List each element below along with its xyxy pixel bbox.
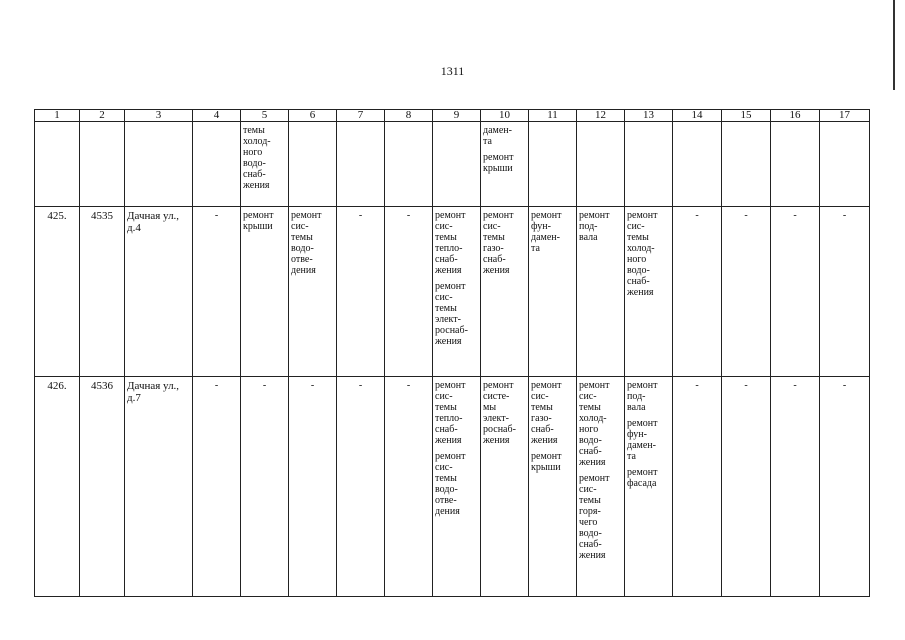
cell-text-line: водо- (435, 484, 458, 495)
column-header-13: 13 (625, 110, 673, 122)
column-header-6: 6 (289, 110, 337, 122)
table-cell-col-15 (722, 377, 771, 597)
cell-text-line: 4535 (91, 210, 113, 222)
cell-text-line: тепло- (435, 243, 463, 254)
cell-text-line: - (214, 380, 219, 391)
cell-text-line: - (358, 210, 363, 221)
cell-entry (291, 210, 334, 276)
table-cell-col-5 (241, 377, 289, 597)
table-cell-col-11 (529, 122, 577, 207)
table-cell-col-17 (820, 207, 870, 377)
cell-text-line: ремонт (483, 210, 514, 221)
header-row (35, 110, 870, 122)
cell-text-line: сис- (579, 484, 597, 495)
table-cell-col-10 (481, 207, 529, 377)
cell-entry (627, 380, 670, 413)
cell-text-line: - (310, 380, 315, 391)
cell-entry (531, 451, 574, 473)
cell-text-line: под- (627, 391, 646, 402)
column-header-8: 8 (385, 110, 433, 122)
cell-entry (243, 125, 286, 191)
cell-text-line: дамен- (483, 125, 512, 136)
cell-text-line: дения (291, 265, 316, 276)
table-cell-col-6 (289, 122, 337, 207)
cell-entry (387, 380, 430, 391)
column-header-17: 17 (820, 110, 870, 122)
cell-entry (483, 380, 526, 446)
cell-text-line: элект- (435, 314, 461, 325)
cell-entry (579, 380, 622, 468)
cell-text-line: снаб- (483, 254, 506, 265)
cell-entry (724, 380, 768, 391)
work-schedule-table (34, 109, 870, 597)
cell-text-line: - (406, 210, 411, 221)
column-header-11: 11 (529, 110, 577, 122)
cell-text-line: ремонт (435, 210, 466, 221)
table-cell-col-17 (820, 122, 870, 207)
column-header-10: 10 (481, 110, 529, 122)
cell-text-line: жения (627, 287, 654, 298)
scan-edge-mark (893, 0, 895, 90)
table-cell-col-2 (80, 207, 125, 377)
cell-text-line: жения (435, 435, 462, 446)
cell-entry (675, 380, 719, 391)
cell-text-line: крыши (531, 462, 561, 473)
table-cell-col-14 (673, 122, 722, 207)
cell-text-line: Дачная ул., (127, 210, 180, 222)
table-cell-col-2 (80, 377, 125, 597)
cell-entry (483, 125, 526, 147)
cell-text-line: холод- (243, 136, 271, 147)
table-cell-col-16 (771, 122, 820, 207)
table-cell-col-9 (433, 207, 481, 377)
table-row-425 (35, 207, 870, 377)
cell-text-line: ного (243, 147, 263, 158)
cell-text-line: снаб- (243, 169, 266, 180)
cell-text-line: ного (579, 424, 599, 435)
cell-text-line: водо- (579, 435, 602, 446)
table-body (35, 122, 870, 597)
table-cell-col-10 (481, 377, 529, 597)
cell-entry (387, 210, 430, 221)
cell-text-line: фун- (627, 429, 647, 440)
cell-entry (531, 380, 574, 446)
cell-text-line: темы (435, 303, 457, 314)
cell-entry (483, 152, 526, 174)
cell-text-line: ремонт (531, 210, 562, 221)
table-cell-col-8 (385, 207, 433, 377)
cell-entry (127, 380, 190, 404)
column-header-2: 2 (80, 110, 125, 122)
cell-text-line: - (842, 210, 847, 221)
cell-text-line: ремонт (243, 210, 274, 221)
cell-text-line: - (695, 380, 699, 391)
cell-text-line: 425. (47, 210, 67, 222)
cell-text-line: водо- (627, 265, 650, 276)
table-cell-col-14 (673, 377, 722, 597)
cell-text-line: крыши (483, 163, 513, 174)
cell-text-line: ремонт (435, 281, 466, 292)
cell-text-line: сис- (435, 391, 453, 402)
cell-entry (483, 210, 526, 276)
table-cell-col-2 (80, 122, 125, 207)
cell-text-line: та (531, 243, 540, 254)
cell-text-line: - (793, 380, 797, 391)
table-cell-col-1 (35, 207, 80, 377)
cell-text-line: ремонт (435, 451, 466, 462)
cell-text-line: фун- (531, 221, 551, 232)
cell-text-line: снаб- (531, 424, 554, 435)
cell-text-line: темы (627, 232, 649, 243)
table-cell-col-12 (577, 207, 625, 377)
table-cell-col-8 (385, 377, 433, 597)
cell-text-line: - (406, 380, 411, 391)
cell-text-line: газо- (531, 413, 552, 424)
cell-entry (243, 380, 286, 391)
cell-text-line: 426. (47, 380, 67, 392)
cell-text-line: темы (531, 402, 553, 413)
cell-text-line: ного (627, 254, 647, 265)
cell-text-line: чего (579, 517, 598, 528)
table-cell-col-4 (193, 122, 241, 207)
cell-text-line: д.7 (127, 392, 141, 404)
table-cell-col-16 (771, 207, 820, 377)
column-header-14: 14 (673, 110, 722, 122)
cell-text-line: темы (579, 402, 601, 413)
cell-text-line: ремонт (483, 152, 514, 163)
cell-entry (531, 210, 574, 254)
cell-entry (37, 210, 77, 222)
table-cell-col-4 (193, 377, 241, 597)
cell-text-line: сис- (435, 462, 453, 473)
cell-text-line: - (695, 210, 699, 221)
table-cell-col-11 (529, 377, 577, 597)
cell-text-line: та (627, 451, 636, 462)
cell-text-line: роснаб- (483, 424, 516, 435)
cell-text-line: мы (483, 402, 497, 413)
column-header-15: 15 (722, 110, 771, 122)
table-cell-col-15 (722, 207, 771, 377)
table-cell-col-12 (577, 122, 625, 207)
cell-text-line: жения (435, 336, 462, 347)
cell-text-line: отве- (435, 495, 457, 506)
cell-entry (435, 210, 478, 276)
cell-entry (195, 380, 238, 391)
cell-text-line: ремонт (579, 380, 610, 391)
cell-entry (822, 210, 867, 221)
cell-text-line: - (262, 380, 267, 391)
cell-entry (724, 210, 768, 221)
cell-text-line: дамен- (531, 232, 560, 243)
cell-text-line: ремонт (627, 467, 658, 478)
cell-text-line: снаб- (435, 424, 458, 435)
cell-entry (579, 210, 622, 243)
table-cell-col-5 (241, 207, 289, 377)
column-header-9: 9 (433, 110, 481, 122)
table-cell-col-6 (289, 207, 337, 377)
cell-text-line: ремонт (627, 380, 658, 391)
cell-entry (435, 451, 478, 517)
table-cell-col-1 (35, 377, 80, 597)
table-cell-col-5 (241, 122, 289, 207)
cell-text-line: водо- (291, 243, 314, 254)
cell-text-line: жения (579, 457, 606, 468)
cell-entry (82, 380, 122, 392)
table-cell-col-7 (337, 122, 385, 207)
cell-text-line: сис- (435, 292, 453, 303)
table-cell-col-6 (289, 377, 337, 597)
cell-text-line: дамен- (627, 440, 656, 451)
table-cell-col-3 (125, 122, 193, 207)
cell-entry (82, 210, 122, 222)
cell-text-line: ремонт (627, 418, 658, 429)
table-cell-col-11 (529, 207, 577, 377)
cell-entry (195, 210, 238, 221)
table-cell-col-17 (820, 377, 870, 597)
cell-text-line: - (744, 210, 748, 221)
table-cell-col-12 (577, 377, 625, 597)
table-cell-col-10 (481, 122, 529, 207)
cell-text-line: тепло- (435, 413, 463, 424)
cell-text-line: дения (435, 506, 460, 517)
cell-text-line: под- (579, 221, 598, 232)
cell-entry (435, 380, 478, 446)
cell-entry (435, 281, 478, 347)
table-cell-col-1 (35, 122, 80, 207)
cell-text-line: жения (531, 435, 558, 446)
cell-text-line: водо- (579, 528, 602, 539)
table-cell-col-7 (337, 207, 385, 377)
table-cell-col-13 (625, 377, 673, 597)
column-header-7: 7 (337, 110, 385, 122)
cell-entry (675, 210, 719, 221)
cell-text-line: темы (435, 473, 457, 484)
cell-text-line: ремонт (531, 451, 562, 462)
column-header-3: 3 (125, 110, 193, 122)
cell-text-line: снаб- (579, 539, 602, 550)
cell-entry (291, 380, 334, 391)
column-header-4: 4 (193, 110, 241, 122)
column-header-16: 16 (771, 110, 820, 122)
cell-text-line: вала (627, 402, 646, 413)
cell-text-line: ремонт (483, 380, 514, 391)
page-number: 1311 (440, 64, 465, 78)
cell-text-line: темы (243, 125, 265, 136)
cell-text-line: - (793, 210, 797, 221)
cell-text-line: жения (483, 435, 510, 446)
table-cell-col-14 (673, 207, 722, 377)
table-cell-col-4 (193, 207, 241, 377)
cell-text-line: горя- (579, 506, 601, 517)
cell-text-line: жения (435, 265, 462, 276)
table-cell-col-16 (771, 377, 820, 597)
cell-text-line: снаб- (627, 276, 650, 287)
table-cell-col-9 (433, 122, 481, 207)
cell-text-line: сис- (579, 391, 597, 402)
cell-text-line: жения (483, 265, 510, 276)
cell-text-line: темы (483, 232, 505, 243)
cell-text-line: систе- (483, 391, 510, 402)
cell-text-line: сис- (435, 221, 453, 232)
table-row-continuation (35, 122, 870, 207)
table-cell-col-3 (125, 377, 193, 597)
cell-text-line: ремонт (291, 210, 322, 221)
cell-text-line: - (842, 380, 847, 391)
table-cell-col-9 (433, 377, 481, 597)
column-header-12: 12 (577, 110, 625, 122)
cell-entry (773, 210, 817, 221)
cell-text-line: крыши (243, 221, 273, 232)
cell-text-line: - (358, 380, 363, 391)
table-row-426 (35, 377, 870, 597)
cell-text-line: сис- (291, 221, 309, 232)
cell-text-line: вала (579, 232, 598, 243)
column-header-5: 5 (241, 110, 289, 122)
cell-entry (127, 210, 190, 234)
cell-text-line: ремонт (627, 210, 658, 221)
cell-text-line: холод- (627, 243, 655, 254)
cell-entry (339, 380, 382, 391)
cell-entry (579, 473, 622, 561)
cell-text-line: снаб- (579, 446, 602, 457)
cell-text-line: ремонт (579, 473, 610, 484)
cell-text-line: та (483, 136, 492, 147)
cell-text-line: элект- (483, 413, 509, 424)
table-cell-col-8 (385, 122, 433, 207)
cell-text-line: жения (579, 550, 606, 561)
cell-text-line: ремонт (435, 380, 466, 391)
cell-text-line: Дачная ул., (127, 380, 180, 392)
cell-entry (822, 380, 867, 391)
cell-text-line: темы (291, 232, 313, 243)
cell-text-line: отве- (291, 254, 313, 265)
cell-text-line: жения (243, 180, 270, 191)
cell-text-line: д.4 (127, 222, 141, 234)
cell-text-line: сис- (483, 221, 501, 232)
cell-text-line: 4536 (91, 380, 113, 392)
cell-text-line: темы (435, 232, 457, 243)
cell-text-line: ремонт (531, 380, 562, 391)
cell-text-line: темы (435, 402, 457, 413)
cell-entry (339, 210, 382, 221)
cell-text-line: - (744, 380, 748, 391)
table-cell-col-13 (625, 207, 673, 377)
cell-text-line: темы (579, 495, 601, 506)
cell-text-line: водо- (243, 158, 266, 169)
cell-text-line: - (214, 210, 219, 221)
cell-entry (627, 418, 670, 462)
cell-text-line: холод- (579, 413, 607, 424)
cell-text-line: сис- (627, 221, 645, 232)
table-cell-col-7 (337, 377, 385, 597)
cell-text-line: ремонт (579, 210, 610, 221)
cell-entry (627, 467, 670, 489)
cell-entry (773, 380, 817, 391)
table-cell-col-13 (625, 122, 673, 207)
cell-text-line: снаб- (435, 254, 458, 265)
column-number-header (35, 110, 870, 122)
column-header-1: 1 (35, 110, 80, 122)
cell-entry (243, 210, 286, 232)
cell-text-line: фасада (627, 478, 657, 489)
cell-text-line: газо- (483, 243, 504, 254)
cell-text-line: сис- (531, 391, 549, 402)
table-cell-col-15 (722, 122, 771, 207)
cell-entry (627, 210, 670, 298)
table-cell-col-3 (125, 207, 193, 377)
cell-text-line: роснаб- (435, 325, 468, 336)
cell-entry (37, 380, 77, 392)
